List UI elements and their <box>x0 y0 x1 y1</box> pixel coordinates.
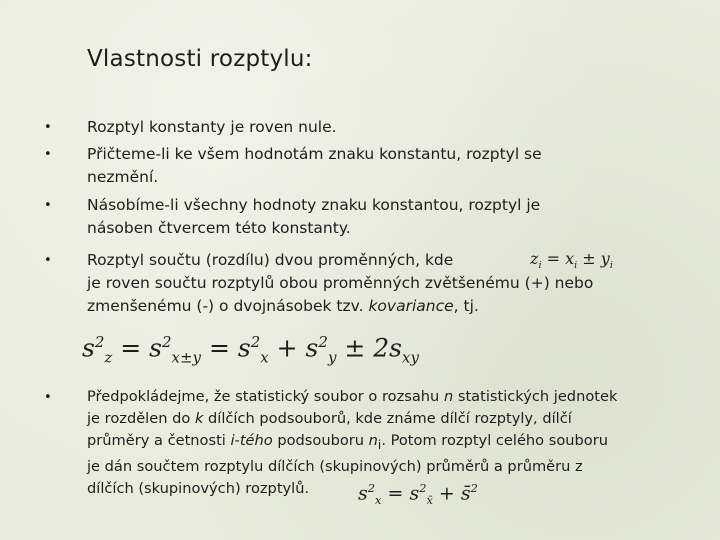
text-line: Přičteme-li ke všem hodnotám znaku konstantu, rozptyl se <box>87 145 542 163</box>
bullet-icon: • <box>44 198 52 213</box>
item-text <box>87 116 677 139</box>
slide-title: Vlastnosti rozptylu: <box>87 46 313 72</box>
text-line <box>87 295 677 318</box>
text-segment: Předpokládejme, že statistický soubor o rozsahu <box>87 388 444 405</box>
variable-n: n <box>368 432 378 449</box>
variable-k: k <box>194 410 204 427</box>
text-line: Rozptyl konstanty je roven nule. <box>87 118 337 136</box>
text-segment: podsouboru <box>272 432 369 449</box>
text-segment: je rozdělen do <box>87 410 195 427</box>
text-line: násoben čtvercem této konstanty. <box>87 219 351 237</box>
bullet-icon: • <box>44 390 52 405</box>
text-segment: , tj. <box>453 297 479 315</box>
text-line: Násobíme-li všechny hodnoty znaku konstantou, rozptyl je <box>87 196 541 214</box>
bullet-icon: • <box>44 120 52 135</box>
text-segment: dílčích podsouborů, kde známe dílčí rozptyly, dílčí <box>203 410 572 427</box>
text-line: Rozptyl součtu (rozdílu) dvou proměnných, kde <box>87 251 454 269</box>
variable-i-teho: i-tého <box>230 432 273 449</box>
text-line: nezmění. <box>87 168 159 186</box>
text-segment: statistických jednotek <box>453 388 618 405</box>
text-line: je roven součtu rozptylů obou proměnných zvětšenému (+) nebo <box>87 274 594 292</box>
subscript-i: i <box>377 437 382 452</box>
variable-n: n <box>443 388 454 405</box>
text-line: je dán součtem rozptylu dílčích (skupinových) průměrů a průměru z <box>87 457 583 475</box>
text-line: dílčích (skupinových) rozptylů. <box>87 479 310 497</box>
text-line <box>87 386 677 408</box>
item-text <box>87 143 677 189</box>
text-line <box>87 430 677 456</box>
text-segment: . Potom rozptyl celého souboru <box>381 432 608 449</box>
text-segment: průměry a četnosti <box>87 432 231 449</box>
formula-z-sum: $z_i = x_i \pm y_i$ <box>530 249 613 272</box>
kovariance-term: kovariance <box>368 297 454 315</box>
formula-variance-of-sum: $s^2_z = s^2_{x\pm y} = s^2_x + s^2_y \pm 2s_{xy}$ <box>82 333 419 367</box>
formula-variance-decomposition: $s^2_x = s^2_{x̄}$ + s̄$^2$ <box>358 481 478 508</box>
bullet-icon: • <box>44 147 52 162</box>
bullet-icon: • <box>44 253 52 268</box>
text-line <box>87 408 677 430</box>
text-segment: zmenšenému (-) o dvojnásobek tzv. <box>87 297 369 315</box>
item-text <box>87 194 677 240</box>
